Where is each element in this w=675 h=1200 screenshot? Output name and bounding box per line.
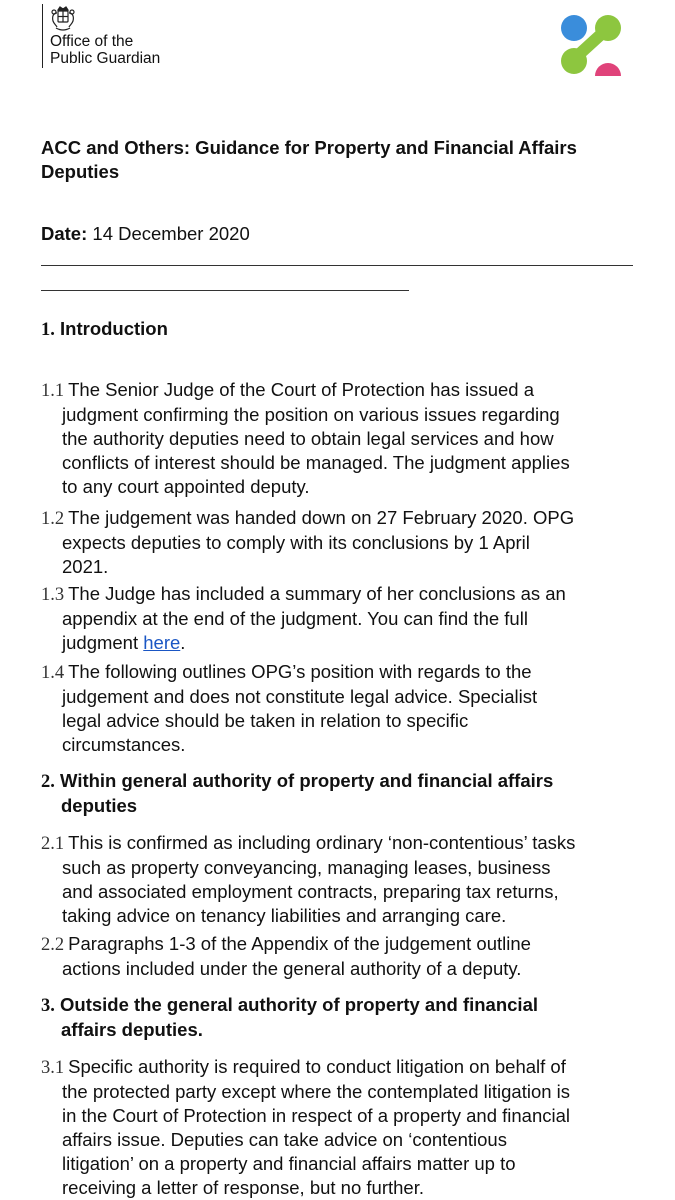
paragraph-line: The judgement was handed down on 27 February 2020. OPG (68, 507, 575, 528)
section-number: 3. (41, 996, 55, 1016)
section-heading-within-authority (41, 769, 553, 818)
paragraph-line: taking advice on tenancy liabilities and arranging care. (62, 905, 507, 926)
document-header (0, 0, 675, 90)
paragraph-2-1 (41, 831, 641, 928)
paragraph-1-3 (41, 582, 641, 655)
org-name-line2: Public Guardian (50, 50, 161, 67)
section-heading-outside-authority (41, 993, 538, 1042)
paragraph-text: . (180, 632, 186, 653)
section-title: Introduction (60, 318, 168, 339)
paragraph-line: The Judge has included a summary of her conclusions as an (68, 583, 566, 604)
paragraph-line: appendix at the end of the judgment. You can find the full (62, 608, 528, 629)
paragraph-3-1 (41, 1055, 641, 1200)
paragraph-line: affairs issue. Deputies can take advice on ‘contentious (62, 1129, 507, 1150)
section-title: Outside the general authority of property and financial (60, 994, 538, 1015)
paragraph-line (41, 631, 641, 655)
paragraph-line: judgment confirming the position on various issues regarding (62, 404, 560, 425)
section-number: 2. (41, 772, 55, 792)
paragraph-line: legal advice should be taken in relation to specific (62, 710, 469, 731)
section-heading-introduction (41, 317, 168, 342)
paragraph-number: 1.2 (41, 509, 65, 529)
royal-crest-icon (48, 4, 78, 34)
paragraph-2-2 (41, 932, 641, 981)
org-name-line1: Office of the (50, 33, 134, 50)
paragraph-number: 1.3 (41, 585, 65, 605)
paragraph-1-2 (41, 506, 641, 579)
divider-rule (41, 265, 633, 266)
opg-dots-logo-icon (556, 14, 626, 76)
document-title (41, 136, 651, 184)
section-title-continued: deputies (61, 795, 138, 816)
paragraph-line: in the Court of Protection in respect of a property and financial (62, 1105, 571, 1126)
paragraph-line: 2021. (62, 556, 109, 577)
document-date (41, 222, 250, 246)
paragraph-line: conflicts of interest should be managed. The judgment applies (62, 452, 570, 473)
date-label: Date: (41, 223, 88, 244)
paragraph-line: the protected party except where the contemplated litigation is (62, 1081, 571, 1102)
paragraph-line: such as property conveyancing, managing leases, business (62, 857, 551, 878)
paragraph-line: The following outlines OPG’s position with regards to the (68, 661, 532, 682)
paragraph-text: judgment (62, 632, 144, 653)
paragraph-1-4 (41, 660, 641, 757)
paragraph-line: Paragraphs 1-3 of the Appendix of the judgement outline (68, 933, 531, 954)
paragraph-line: actions included under the general authority of a deputy. (62, 958, 522, 979)
paragraph-number: 2.1 (41, 834, 65, 854)
paragraph-line: litigation’ on a property and financial affairs matter up to (62, 1153, 516, 1174)
org-divider (42, 4, 43, 68)
paragraph-line: Specific authority is required to conduct litigation on behalf of (68, 1056, 566, 1077)
paragraph-line: This is confirmed as including ordinary ‘non-contentious’ tasks (68, 832, 576, 853)
paragraph-number: 3.1 (41, 1058, 65, 1078)
paragraph-line: expects deputies to comply with its conclusions by 1 April (62, 532, 530, 553)
judgment-here-link[interactable]: here (143, 632, 181, 653)
paragraph-line: the authority deputies need to obtain legal services and how (62, 428, 554, 449)
paragraph-line: The Senior Judge of the Court of Protection has issued a (68, 379, 534, 400)
paragraph-number: 1.1 (41, 381, 65, 401)
divider-rule (41, 290, 409, 291)
paragraph-line: judgement and does not constitute legal advice. Specialist (62, 686, 538, 707)
paragraph-line: circumstances. (62, 734, 186, 755)
document-title-line1: ACC and Others: Guidance for Property and Financial Affairs (41, 137, 577, 158)
date-value: 14 December 2020 (92, 223, 250, 244)
paragraph-number: 1.4 (41, 663, 65, 683)
paragraph-line: and associated employment contracts, preparing tax returns, (62, 881, 559, 902)
section-title-continued: affairs deputies. (61, 1019, 203, 1040)
org-name (50, 33, 160, 67)
section-number: 1. (41, 320, 55, 340)
paragraph-number: 2.2 (41, 935, 65, 955)
paragraph-line: receiving a letter of response, but no further. (62, 1177, 424, 1198)
paragraph-1-1 (41, 378, 641, 499)
document-title-line2: Deputies (41, 161, 120, 182)
paragraph-line: to any court appointed deputy. (62, 476, 310, 497)
section-title: Within general authority of property and financial affairs (60, 770, 554, 791)
